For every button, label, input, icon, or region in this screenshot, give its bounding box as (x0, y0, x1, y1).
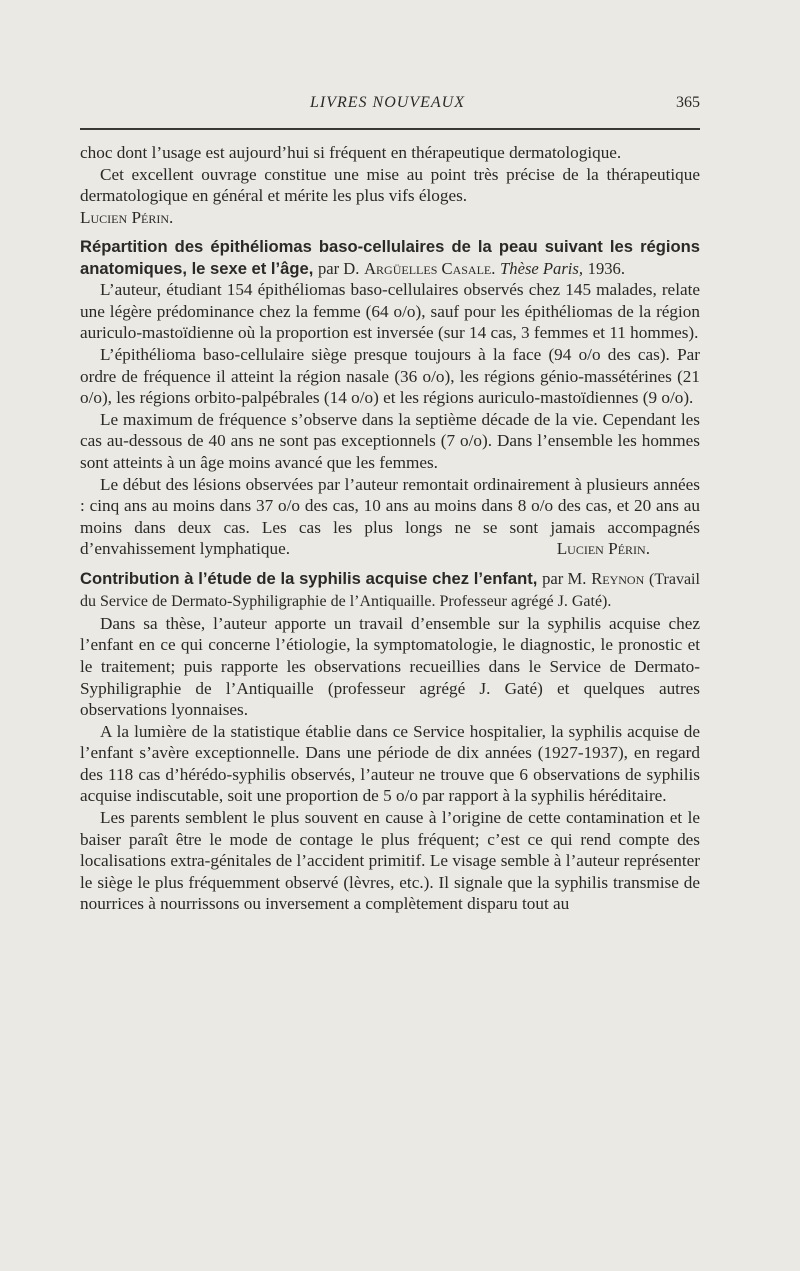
heading-title: Répartition des épithéliomas baso-cellulaires de la peau suivant les régions anatomiques, le sexe et l’âge, (80, 237, 700, 278)
page-header (80, 94, 700, 118)
paragraph: Le maximum de fréquence s’observe dans la septième décade de la vie. Cependant les cas au-dessous de 40 ans ne sont pas exceptionnels (7 o/o). Dans l’ensemble les hommes sont atteints à un âge moins avancé que les femmes. (80, 409, 700, 472)
heading-title: Contribution à l’étude de la syphilis acquise chez l’enfant, (80, 568, 538, 588)
paragraph: A la lumière de la statistique établie dans ce Service hospitalier, la syphilis acquise de l’enfant s’avère exceptionnelle. Dans une période de dix années (1927-1937), en regard des 118 cas d’hérédo-syphilis observés, l’auteur ne trouve que 6 observations de syphilis acquise indiscutable, soit une proportion de 5 o/o par rapport à la syphilis héréditaire. (80, 721, 700, 806)
paragraph-text: Le début des lésions observées par l’auteur remontait ordinairement à plusieurs années : cinq ans au moins dans 37 o/o des cas, 10 ans au moins dans 8 o/o des cas, et 20 ans au moins dans deux cas. Les cas les plus longs ne se sont jamais accompagnés d’envahissement lymphatique. (80, 474, 700, 559)
heading-by: par D. (317, 258, 360, 278)
review-signature: Lucien Périn. (556, 539, 650, 559)
running-title: LIVRES NOUVEAUX (310, 94, 465, 111)
paragraph: L’auteur, étudiant 154 épithéliomas baso-cellulaires observés chez 145 malades, relate une légère prédominance chez la femme (64 o/o), sauf pour les épithéliomas de la région auriculo-mastoïdienne où la proportion est inversée (sur 14 cas, 3 femmes et 11 hommes). (80, 280, 700, 343)
header-rule (80, 128, 700, 130)
paragraph: Cet excellent ouvrage constitue une mise au point très précise de la thérapeutique dermatologique en général et mérite les plus vifs éloges. (80, 164, 700, 206)
heading-year: 1936. (587, 258, 625, 278)
heading-author: Reynon (591, 568, 645, 588)
paragraph: Dans sa thèse, l’auteur apporte un travail d’ensemble sur la syphilis acquise chez l’enfant en ce qui concerne l’étiologie, la symptomatologie, le diagnostic, le pronostic et le traitement; puis rapporte les observations recueillies dans le Service de Dermato-Syphiligraphie de l’Antiquaille (professeur agrégé J. Gaté) et quelques autres observations lyonnaises. (80, 613, 700, 720)
heading-thesis: Thèse Paris, (500, 258, 584, 278)
heading-service-note: (Travail du Service de Dermato-Syphiligraphie de l’Antiquaille. Professeur agrégé J. Gaté). (80, 570, 700, 611)
paragraph-continued: choc dont l’usage est aujourd’hui si fréquent en thérapeutique dermatologique. (80, 143, 622, 162)
section-heading-syphilis (80, 568, 700, 613)
review-signature: Lucien Périn. (80, 207, 174, 227)
section-heading-epitheliomas (80, 236, 700, 279)
paragraph-with-signature (80, 474, 700, 560)
paragraph: L’épithélioma baso-cellulaire siège presque toujours à la face (94 o/o des cas). Par ordre de fréquence il atteint la région nasale (36 o/o), les régions génio-massétérines (21 o/o), les régions orbito-palpébrales (14 o/o) et les régions auriculo-mastoïdiennes (9 o/o). (80, 344, 700, 408)
page-number: 365 (676, 94, 700, 111)
heading-by: par M. (542, 568, 587, 588)
page-body (80, 142, 700, 915)
paragraph: Les parents semblent le plus souvent en cause à l’origine de cette contamination et le baiser paraît être le mode de contage le plus fréquent; c’est ce qui rend compte des localisations extra-génitales de l’accident primitif. Le visage semble à l’auteur représenter le siège le plus fréquemment observé (lèvres, etc.). Il signale que la syphilis transmise de nourrices à nourrissons ou inversement a complètement disparu tout au (80, 808, 700, 914)
heading-author: Argüelles Casale. (364, 258, 496, 278)
